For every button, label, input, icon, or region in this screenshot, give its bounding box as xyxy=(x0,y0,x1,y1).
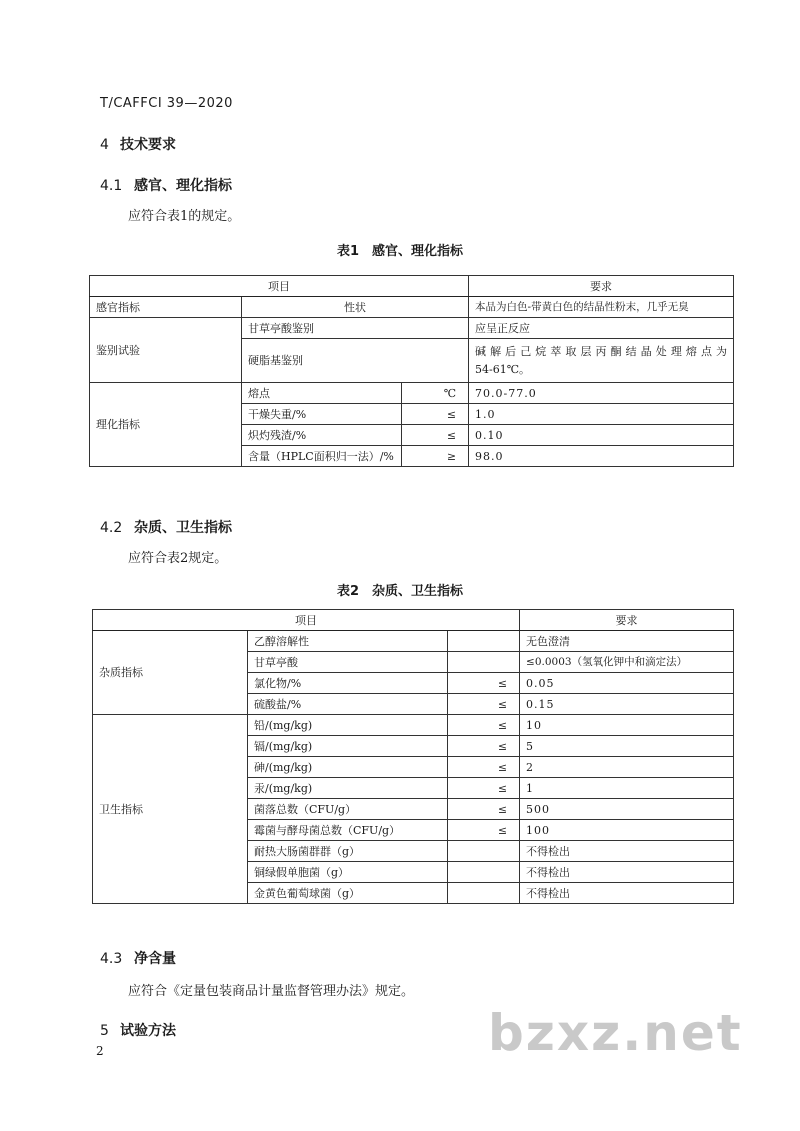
requirement-cell: 0.15 xyxy=(520,694,734,715)
requirement-cell: 无色澄清 xyxy=(520,631,734,652)
table-row xyxy=(90,297,734,318)
table-header-row xyxy=(93,610,734,631)
table-row xyxy=(90,383,734,404)
item-cell: 性状 xyxy=(242,297,469,318)
requirement-cell: 不得检出 xyxy=(520,841,734,862)
page-number: 2 xyxy=(96,1044,104,1058)
requirement-cell: 1 xyxy=(520,778,734,799)
requirement-cell: 98.0 xyxy=(469,446,734,467)
item-cell: 炽灼残渣/% xyxy=(242,425,402,446)
table-1-caption: 表1 感官、理化指标 xyxy=(336,244,464,259)
table-2 xyxy=(92,609,734,904)
item-cell: 含量（HPLC面积归一法）/% xyxy=(242,446,402,467)
section-title: 感官、理化指标 xyxy=(134,178,232,194)
section-5-heading xyxy=(100,1020,176,1040)
requirement-cell: 500 xyxy=(520,799,734,820)
operator-cell xyxy=(448,631,520,652)
operator-cell: ≥ xyxy=(402,446,469,467)
operator-cell: ≤ xyxy=(448,715,520,736)
group-label: 理化指标 xyxy=(90,383,242,467)
item-cell: 砷/(mg/kg) xyxy=(248,757,448,778)
table-row xyxy=(93,715,734,736)
requirement-line-2: 54-61℃。 xyxy=(475,362,531,376)
watermark: bzxz.net xyxy=(488,1004,743,1062)
operator-cell: ≤ xyxy=(448,673,520,694)
operator-cell: ≤ xyxy=(402,404,469,425)
section-number: 4.2 xyxy=(100,520,123,536)
item-cell: 熔点 xyxy=(242,383,402,404)
section-title: 杂质、卫生指标 xyxy=(134,520,232,536)
section-4-3-text: 应符合《定量包装商品计量监督管理办法》规定。 xyxy=(128,984,415,999)
header-item: 项目 xyxy=(90,276,469,297)
document-id: T/CAFFCI 39—2020 xyxy=(100,96,233,111)
table-row xyxy=(93,631,734,652)
section-4-2-heading xyxy=(100,517,232,537)
requirement-cell: 0.10 xyxy=(469,425,734,446)
requirement-cell: 100 xyxy=(520,820,734,841)
section-title: 试验方法 xyxy=(120,1023,176,1039)
table-header-row xyxy=(90,276,734,297)
requirement-cell: 2 xyxy=(520,757,734,778)
group-label: 杂质指标 xyxy=(93,631,248,715)
item-cell: 硬脂基鉴别 xyxy=(242,339,469,383)
item-cell: 汞/(mg/kg) xyxy=(248,778,448,799)
item-cell: 菌落总数（CFU/g） xyxy=(248,799,448,820)
table-1 xyxy=(89,275,734,467)
operator-cell: ≤ xyxy=(448,778,520,799)
table-2-caption: 表2 杂质、卫生指标 xyxy=(336,584,464,599)
item-cell: 铜绿假单胞菌（g） xyxy=(248,862,448,883)
requirement-cell: 5 xyxy=(520,736,734,757)
section-number: 4.1 xyxy=(100,178,123,194)
item-cell: 氯化物/% xyxy=(248,673,448,694)
item-cell: 铅/(mg/kg) xyxy=(248,715,448,736)
requirement-cell: 10 xyxy=(520,715,734,736)
section-4-2-text: 应符合表2规定。 xyxy=(128,551,228,566)
operator-cell: ≤ xyxy=(448,757,520,778)
operator-cell xyxy=(448,862,520,883)
item-cell: 硫酸盐/% xyxy=(248,694,448,715)
requirement-cell: 0.05 xyxy=(520,673,734,694)
section-title: 净含量 xyxy=(134,951,176,967)
operator-cell: ℃ xyxy=(402,383,469,404)
item-cell: 霉菌与酵母菌总数（CFU/g） xyxy=(248,820,448,841)
operator-cell: ≤ xyxy=(448,736,520,757)
header-requirement: 要求 xyxy=(469,276,734,297)
item-cell: 甘草亭酸鉴别 xyxy=(242,318,469,339)
requirement-cell: 1.0 xyxy=(469,404,734,425)
table-row xyxy=(90,318,734,339)
header-requirement: 要求 xyxy=(520,610,734,631)
operator-cell: ≤ xyxy=(448,694,520,715)
operator-cell: ≤ xyxy=(448,820,520,841)
section-number: 5 xyxy=(100,1023,109,1039)
requirement-line-1: 碱解后己烷萃取层丙酮结晶处理熔点为 xyxy=(475,344,728,358)
section-4-1-heading xyxy=(100,175,232,195)
group-label: 卫生指标 xyxy=(93,715,248,904)
operator-cell xyxy=(448,652,520,673)
operator-cell: ≤ xyxy=(448,799,520,820)
requirement-cell: 70.0-77.0 xyxy=(469,383,734,404)
requirement-cell: 本品为白色-带黄白色的结晶性粉末，几乎无臭 xyxy=(469,297,734,318)
section-title: 技术要求 xyxy=(120,137,176,153)
operator-cell xyxy=(448,883,520,904)
requirement-cell: 不得检出 xyxy=(520,862,734,883)
item-cell: 乙醇溶解性 xyxy=(248,631,448,652)
requirement-cell: ≤0.0003（氢氧化钾中和滴定法） xyxy=(520,652,734,673)
operator-cell: ≤ xyxy=(402,425,469,446)
requirement-cell: 应呈正反应 xyxy=(469,318,734,339)
section-4-heading xyxy=(100,134,176,154)
operator-cell xyxy=(448,841,520,862)
item-cell: 镉/(mg/kg) xyxy=(248,736,448,757)
section-number: 4 xyxy=(100,137,109,153)
section-4-3-heading xyxy=(100,948,176,968)
section-4-1-text: 应符合表1的规定。 xyxy=(128,209,241,224)
group-label: 感官指标 xyxy=(90,297,242,318)
header-item: 项目 xyxy=(93,610,520,631)
item-cell: 干燥失重/% xyxy=(242,404,402,425)
item-cell: 甘草亭酸 xyxy=(248,652,448,673)
group-label: 鉴别试验 xyxy=(90,318,242,383)
section-number: 4.3 xyxy=(100,951,123,967)
item-cell: 耐热大肠菌群群（g） xyxy=(248,841,448,862)
requirement-cell xyxy=(469,339,734,383)
requirement-cell: 不得检出 xyxy=(520,883,734,904)
item-cell: 金黄色葡萄球菌（g） xyxy=(248,883,448,904)
